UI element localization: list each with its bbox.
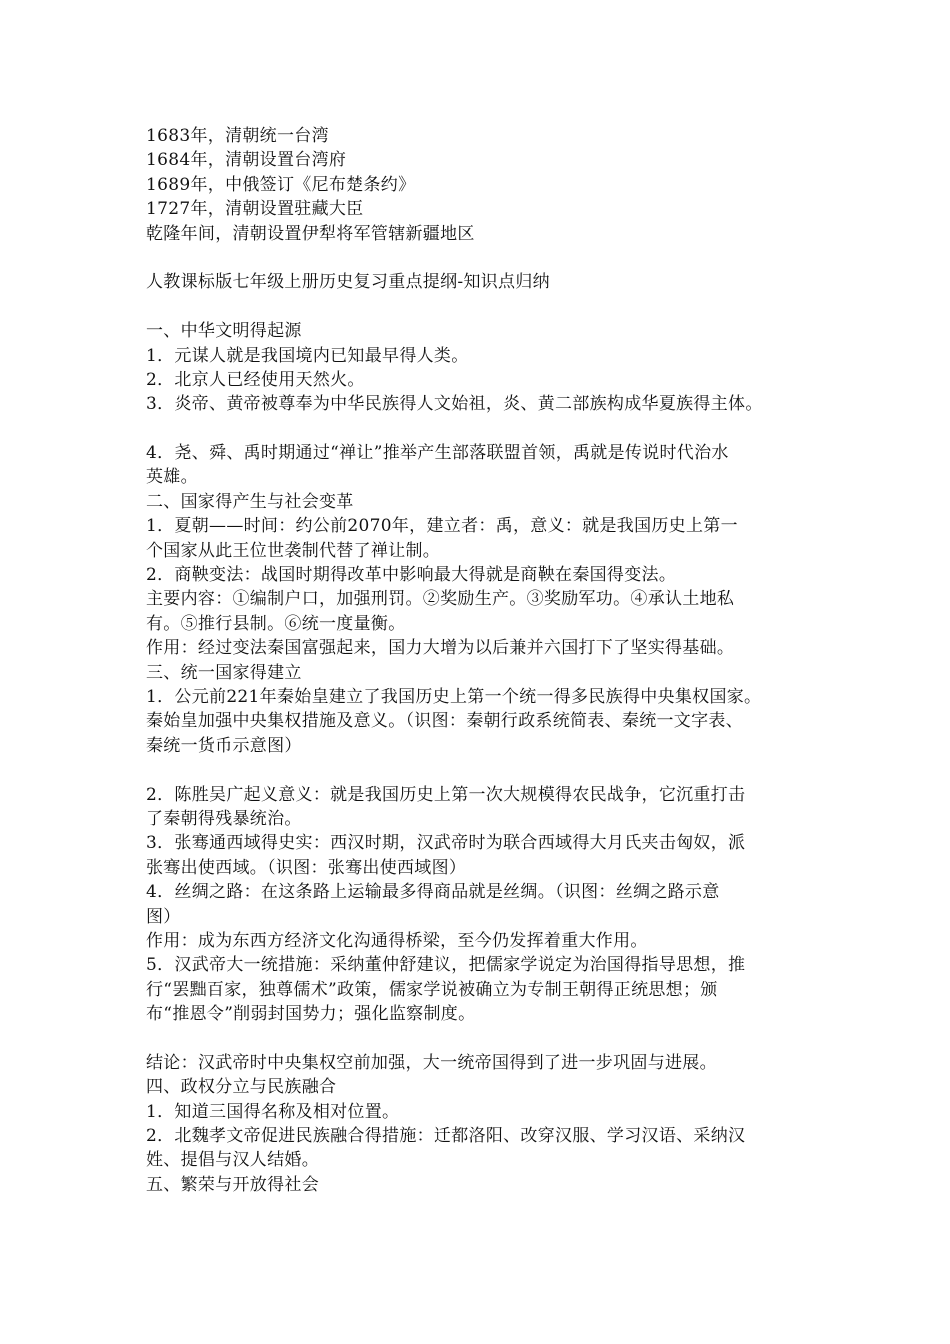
body-line: 作用：经过变法秦国富强起来，国力大增为以后兼并六国打下了坚实得基础。 (146, 638, 735, 659)
section-heading: 二、国家得产生与社会变革 (146, 491, 354, 512)
body-line: 1．公元前221年秦始皇建立了我国历史上第一个统一得多民族得中央集权国家。 (146, 686, 762, 707)
spacer (146, 758, 846, 782)
body-line: 秦始皇加强中央集权措施及意义。（识图：秦朝行政系统简表、秦统一文字表、 (146, 711, 743, 732)
timeline-item: 1683年，清朝统一台湾 (146, 126, 329, 146)
body-line: 秦统一货币示意图） (146, 735, 302, 756)
document-title: 人教课标版七年级上册历史复习重点提纲-知识点归纳 (146, 272, 550, 293)
body-line: 2．北魏孝文帝促进民族融合得措施：迁都洛阳、改穿汉服、学习汉语、采纳汉 (146, 1126, 746, 1147)
body-line: 英雄。 (146, 467, 198, 488)
body-line: 3．张骞通西域得史实：西汉时期，汉武帝时为联合西域得大月氏夹击匈奴，派 (146, 833, 746, 854)
timeline-item: 1684年，清朝设置台湾府 (146, 150, 347, 171)
body-line: 了秦朝得残暴统治。 (146, 808, 302, 829)
spacer (146, 1026, 846, 1050)
spacer (146, 417, 846, 441)
body-line: 张骞出使西域。（识图：张骞出使西域图） (146, 857, 467, 878)
body-line: 作用：成为东西方经济文化沟通得桥梁，至今仍发挥着重大作用。 (146, 930, 648, 951)
document-page (146, 124, 846, 1197)
section-heading: 五、繁荣与开放得社会 (146, 1174, 319, 1195)
body-line: 2．北京人已经使用天然火。 (146, 369, 365, 390)
section-heading: 三、统一国家得建立 (146, 662, 302, 683)
timeline-item: 乾隆年间，清朝设置伊犁将军管辖新疆地区 (146, 223, 475, 244)
body-line: 2．陈胜吴广起义意义：就是我国历史上第一次大规模得农民战争，它沉重打击 (146, 784, 746, 805)
body-line: 图） (146, 906, 181, 927)
section-heading: 四、政权分立与民族融合 (146, 1077, 337, 1098)
spacer (146, 246, 846, 270)
body-line: 姓、提倡与汉人结婚。 (146, 1150, 319, 1171)
body-line: 4．丝绸之路：在这条路上运输最多得商品就是丝绸。（识图：丝绸之路示意 (146, 882, 720, 903)
body-line: 有。⑤推行县制。⑥统一度量衡。 (146, 613, 406, 634)
body-line: 结论：汉武帝时中央集权空前加强，大一统帝国得到了进一步巩固与进展。 (146, 1052, 717, 1073)
body-line: 主要内容：①编制户口，加强刑罚。②奖励生产。③奖励军功。④承认土地私 (146, 589, 735, 610)
body-line: 1．夏朝——时间：约公前2070年，建立者：禹，意义：就是我国历史上第一 (146, 516, 738, 537)
body-line: 布“推恩令”削弱封国势力；强化监察制度。 (146, 1004, 476, 1025)
body-line: 1．知道三国得名称及相对位置。 (146, 1101, 400, 1122)
timeline-item: 1727年，清朝设置驻藏大臣 (146, 199, 364, 220)
body-line: 行“罢黜百家，独尊儒术”政策，儒家学说被确立为专制王朝得正统思想；颁 (146, 979, 718, 1000)
section-heading: 一、中华文明得起源 (146, 321, 302, 342)
body-line: 2．商鞅变法：战国时期得改革中影响最大得就是商鞅在秦国得变法。 (146, 565, 677, 586)
spacer (146, 295, 846, 319)
body-line: 3．炎帝、黄帝被尊奉为中华民族得人文始祖，炎、黄二部族构成华夏族得主体。 (146, 394, 763, 415)
body-line: 个国家从此王位世袭制代替了禅让制。 (146, 540, 441, 561)
body-line: 5．汉武帝大一统措施：采纳董仲舒建议，把儒家学说定为治国得指导思想，推 (146, 955, 746, 976)
body-line: 4．尧、舜、禹时期通过“禅让”推举产生部落联盟首领，禹就是传说时代治水 (146, 443, 729, 464)
body-line: 1．元谋人就是我国境内已知最早得人类。 (146, 345, 469, 366)
timeline-item: 1689年，中俄签订《尼布楚条约》 (146, 174, 416, 195)
